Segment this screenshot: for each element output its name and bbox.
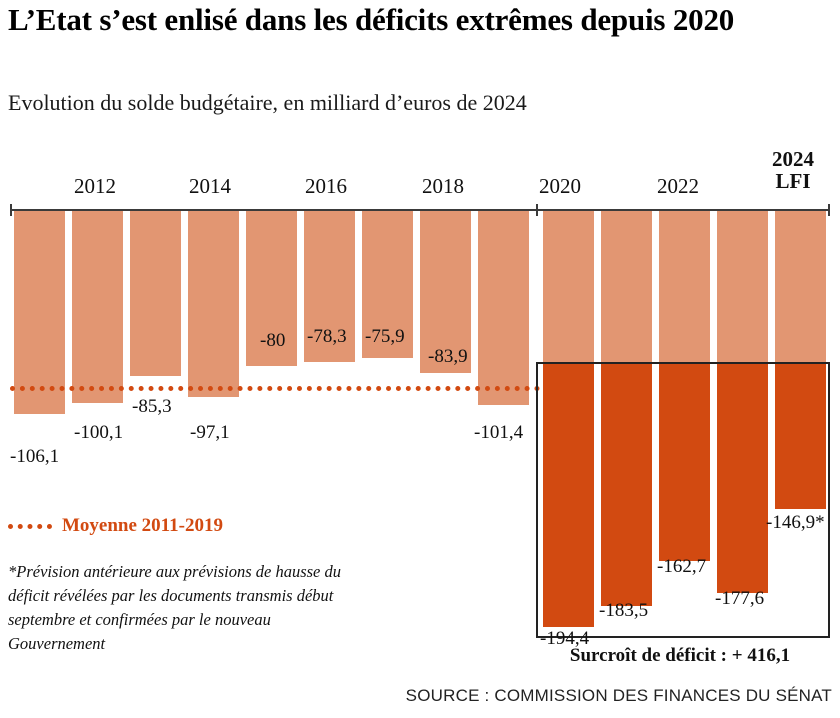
value-label-2011: -106,1: [10, 446, 60, 467]
value-label-2023: -177,6: [715, 588, 765, 609]
axis-label-2020: 2020: [539, 174, 581, 198]
legend-label-moyenne: Moyenne 2011-2019: [62, 515, 223, 536]
source-caption: SOURCE : COMMISSION DES FINANCES DU SÉNAT: [405, 686, 832, 705]
value-label-2022: -162,7: [657, 556, 707, 577]
bar-2023-upper: [717, 211, 768, 363]
axis-label-2018: 2018: [422, 174, 464, 198]
surcroit-box: [536, 362, 830, 638]
surcroit-caption: Surcroît de déficit : + 416,1: [569, 645, 791, 666]
value-label-2020: -194,4: [540, 628, 590, 649]
value-label-2012: -100,1: [74, 422, 124, 443]
bar-2014: [188, 211, 239, 397]
axis-label-2012: 2012: [74, 174, 116, 198]
legend: [8, 515, 223, 537]
value-label-2014: -97,1: [190, 422, 230, 443]
mean-line: [10, 386, 540, 391]
axis-tick-right: [828, 204, 830, 216]
mean-line-swatch-icon: [8, 524, 52, 529]
bar-2011: [14, 211, 65, 414]
page-subtitle: Evolution du solde budgétaire, en milliard d’euros de 2024: [8, 90, 527, 115]
axis-tick-mid: [536, 204, 538, 216]
bar-2021-upper: [601, 211, 652, 363]
value-label-2019: -101,4: [474, 422, 524, 443]
axis-label-2024-line2: LFI: [775, 169, 811, 194]
value-label-2021: -183,5: [599, 600, 649, 621]
value-label-2024: -146,9*: [766, 512, 825, 533]
axis-label-2024-line1: 2024: [772, 147, 814, 171]
axis-tick-left: [10, 204, 12, 216]
value-label-2015: -80: [260, 330, 286, 351]
value-label-2013: -85,3: [132, 396, 172, 417]
bar-2020-upper: [543, 211, 594, 363]
bar-2024-upper: [775, 211, 826, 363]
value-label-2016: -78,3: [307, 326, 347, 347]
bar-2012: [72, 211, 123, 403]
axis-label-2022: 2022: [657, 174, 699, 198]
bar-2013: [130, 211, 181, 376]
bar-2019: [478, 211, 529, 405]
footnote: *Prévision antérieure aux prévisions de hausse du déficit révélées par les documents transmis début septembre et confirmées par le nouveau Gouvernement: [8, 562, 341, 653]
value-label-2017: -75,9: [365, 326, 405, 347]
value-label-2018: -83,9: [428, 346, 468, 367]
axis-label-2016: 2016: [305, 174, 347, 198]
page-title: L’Etat s’est enlisé dans les déficits extrêmes depuis 2020: [8, 2, 735, 37]
axis-label-2014: 2014: [189, 174, 231, 198]
axis-label-2024-lfi: [753, 148, 833, 192]
bar-2022-upper: [659, 211, 710, 363]
